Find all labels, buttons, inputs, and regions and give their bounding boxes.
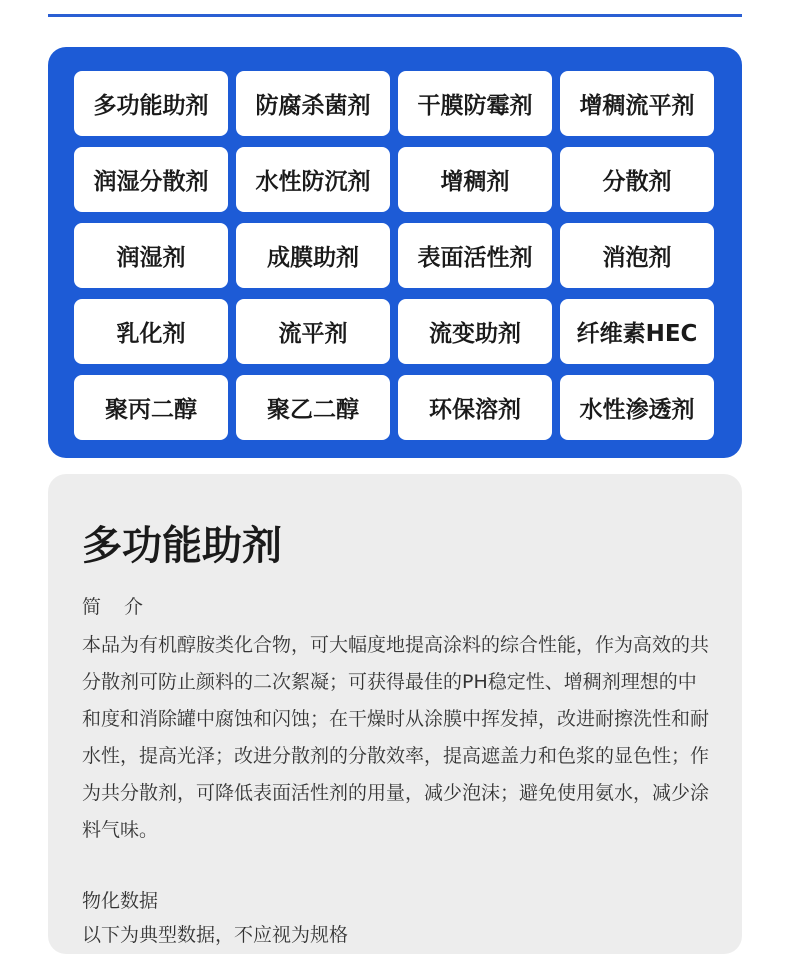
category-tile[interactable]: 干膜防霉剂 bbox=[398, 71, 552, 136]
category-tile[interactable]: 水性渗透剂 bbox=[560, 375, 714, 440]
category-tile[interactable]: 流变助剂 bbox=[398, 299, 552, 364]
category-tile[interactable]: 乳化剂 bbox=[74, 299, 228, 364]
category-tile[interactable]: 多功能助剂 bbox=[74, 71, 228, 136]
category-tile[interactable]: 润湿剂 bbox=[74, 223, 228, 288]
intro-paragraph: 本品为有机醇胺类化合物，可大幅度地提高涂料的综合性能，作为高效的共分散剂可防止颜料的二次絮凝；可获得最佳的PH稳定性、增稠剂理想的中和度和消除罐中腐蚀和闪蚀；在干燥时从涂膜中挥发掉，改进耐擦洗性和耐水性，提高光泽；改进分散剂的分散效率，提高遮盖力和色浆的显色性；作为共分散剂，可降低表面活性剂的用量，减少泡沫；避免使用氨水，减少涂料气味。 bbox=[82, 634, 710, 841]
product-title: 多功能助剂 bbox=[82, 523, 282, 569]
category-tile[interactable]: 水性防沉剂 bbox=[236, 147, 390, 212]
category-tile[interactable]: 消泡剂 bbox=[560, 223, 714, 288]
category-tile[interactable]: 聚乙二醇 bbox=[236, 375, 390, 440]
product-detail-card bbox=[48, 474, 742, 954]
category-grid bbox=[74, 71, 714, 440]
physchem-heading: 物化数据 bbox=[82, 890, 159, 912]
category-tile[interactable]: 环保溶剂 bbox=[398, 375, 552, 440]
category-tile[interactable]: 增稠剂 bbox=[398, 147, 552, 212]
category-tile[interactable]: 成膜助剂 bbox=[236, 223, 390, 288]
category-tile[interactable]: 防腐杀菌剂 bbox=[236, 71, 390, 136]
category-tile[interactable]: 分散剂 bbox=[560, 147, 714, 212]
category-tile[interactable]: 增稠流平剂 bbox=[560, 71, 714, 136]
physchem-note: 以下为典型数据，不应视为规格 bbox=[82, 924, 349, 946]
category-tile[interactable]: 聚丙二醇 bbox=[74, 375, 228, 440]
category-tile[interactable]: 表面活性剂 bbox=[398, 223, 552, 288]
category-panel bbox=[48, 47, 742, 458]
category-tile[interactable]: 纤维素HEC bbox=[560, 299, 714, 364]
category-tile[interactable]: 润湿分散剂 bbox=[74, 147, 228, 212]
top-divider bbox=[48, 14, 742, 17]
intro-heading: 简 介 bbox=[82, 596, 146, 618]
category-tile[interactable]: 流平剂 bbox=[236, 299, 390, 364]
